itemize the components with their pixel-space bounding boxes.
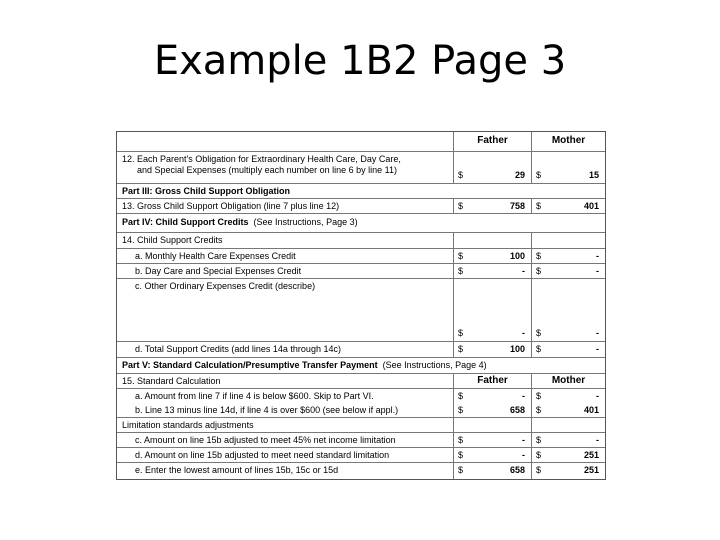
father-subheader: Father — [477, 375, 508, 386]
part-iv-heading: Part IV: Child Support Credits (See Instructions, Page 3) — [117, 214, 605, 233]
father-value: 29 — [514, 170, 525, 180]
row-15a: a. Amount from line 7 if line 4 is below $600. Skip to Part VI. $ - $ - — [117, 389, 605, 403]
row-14a: a. Monthly Health Care Expenses Credit $ 100 $ - — [117, 248, 605, 264]
header-row — [117, 132, 605, 152]
row-14b: b. Day Care and Special Expenses Credit $ - $ - — [117, 264, 605, 279]
mother-value: 15 — [588, 170, 599, 180]
father-value: 758 — [509, 201, 525, 211]
row-15d: d. Amount on line 15b adjusted to meet need standard limitation $ - $ 251 — [117, 448, 605, 463]
row-14: 14. Child Support Credits — [117, 233, 605, 248]
part-v-heading: Part V: Standard Calculation/Presumptive Transfer Payment (See Instructions, Page 4) — [117, 358, 605, 374]
row-15e: e. Enter the lowest amount of lines 15b, 15c or 15d $ 658 $ 251 — [117, 463, 605, 479]
row-12-label-line1: 12. Each Parent's Obligation for Extraordinary Health Care, Day Care, — [122, 154, 401, 164]
limitation-row: Limitation standards adjustments — [117, 418, 605, 433]
mother-header: Mother — [551, 135, 586, 146]
mother-dollar: $ — [536, 170, 542, 180]
father-dollar: $ — [458, 170, 464, 180]
row-13: 13. Gross Child Support Obligation (line 7 plus line 12) $ 758 $ 401 — [117, 199, 605, 214]
father-header: Father — [477, 135, 508, 146]
row-15: 15. Standard Calculation Father Mother — [117, 374, 605, 389]
row-14c: c. Other Ordinary Expenses Credit (describe) $ - $ - — [117, 279, 605, 342]
part-iii-heading: Part III: Gross Child Support Obligation — [117, 184, 605, 199]
worksheet-form — [116, 131, 606, 480]
row-12 — [117, 152, 605, 184]
slide-title: Example 1B2 Page 3 — [153, 38, 567, 84]
row-14d: d. Total Support Credits (add lines 14a through 14c) $ 100 $ - — [117, 342, 605, 358]
row-15c: c. Amount on line 15b adjusted to meet 45% net income limitation $ - $ - — [117, 433, 605, 448]
mother-subheader: Mother — [551, 375, 586, 386]
row-15b: b. Line 13 minus line 14d, if line 4 is over $600 (see below if appl.) $ 658 $ 401 — [117, 403, 605, 418]
mother-value: 401 — [583, 201, 599, 211]
row-12-label-line2: and Special Expenses (multiply each number on line 6 by line 11) — [137, 165, 397, 175]
